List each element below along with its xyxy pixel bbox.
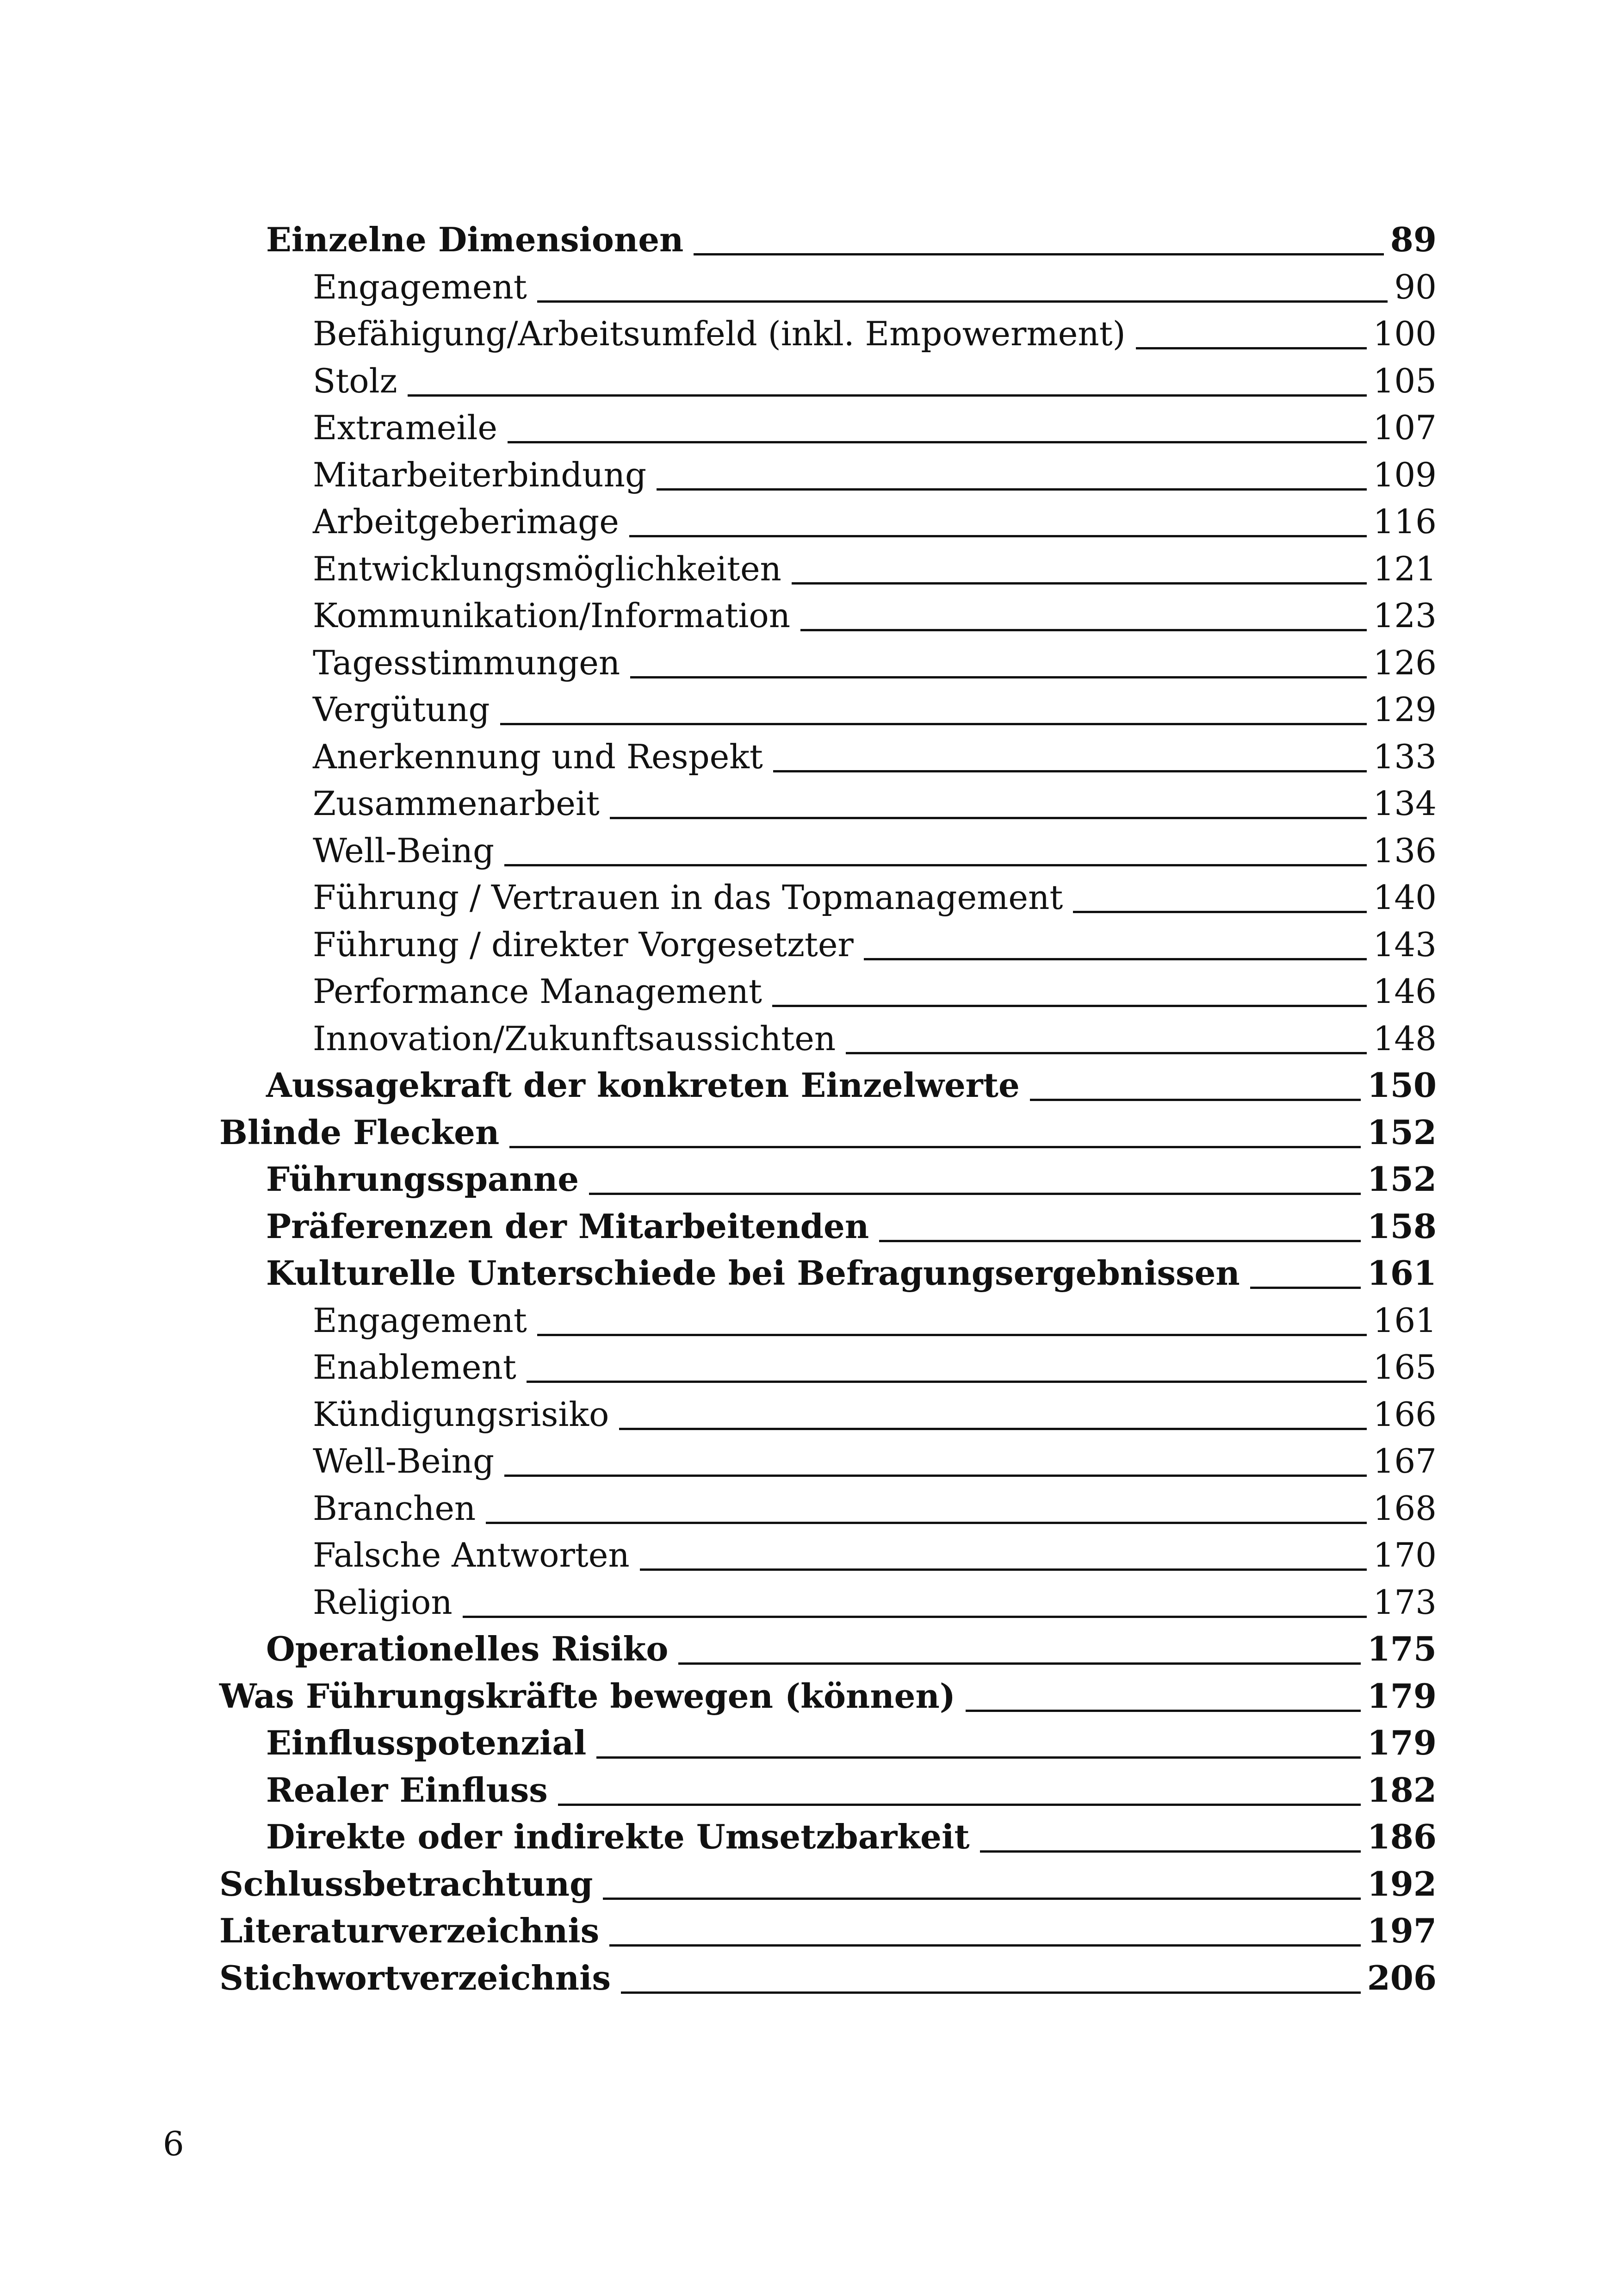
toc-entry-title: Führung / Vertrauen in das Topmanagement (313, 878, 1063, 917)
toc-leader-line (792, 582, 1367, 585)
toc-entry-page: 129 (1373, 690, 1437, 729)
toc-entry-title: Einflusspotenzial (266, 1723, 587, 1762)
toc-entry-page: 152 (1367, 1159, 1437, 1199)
toc-entry[interactable] (313, 686, 1437, 733)
toc-leader-line (879, 1240, 1361, 1242)
toc-leader-line (629, 535, 1367, 537)
toc-entry-title: Enablement (313, 1348, 516, 1387)
toc-entry-page: 173 (1373, 1583, 1437, 1622)
toc-entry[interactable] (313, 404, 1437, 451)
toc-entry-page: 109 (1373, 455, 1437, 494)
toc-entry[interactable] (313, 640, 1437, 686)
toc-entry-page: 192 (1367, 1864, 1437, 1904)
toc-entry-title: Führung / direkter Vorgesetzter (313, 925, 854, 964)
toc-entry-title: Stolz (313, 361, 397, 400)
toc-leader-line (508, 441, 1367, 443)
toc-entry[interactable] (219, 1861, 1437, 1907)
toc-entry[interactable] (313, 874, 1437, 921)
toc-entry-page: 175 (1367, 1629, 1437, 1668)
toc-entry-page: 161 (1373, 1301, 1437, 1340)
toc-entry-page: 140 (1373, 878, 1437, 917)
toc-leader-line (500, 723, 1367, 725)
toc-entry-page: 136 (1373, 831, 1437, 870)
toc-entry-page: 143 (1373, 925, 1437, 964)
toc-entry[interactable] (313, 828, 1437, 874)
toc-entry[interactable] (313, 452, 1437, 498)
toc-entry[interactable] (313, 1391, 1437, 1437)
toc-entry-title: Aussagekraft der konkreten Einzelwerte (266, 1065, 1020, 1105)
toc-leader-line (1030, 1099, 1361, 1101)
toc-entry-page: 89 (1390, 220, 1437, 259)
toc-entry-title: Direkte oder indirekte Umsetzbarkeit (266, 1817, 970, 1856)
toc-entry[interactable] (219, 1673, 1437, 1719)
toc-entry-title: Extrameile (313, 408, 497, 447)
toc-leader-line (619, 1428, 1366, 1430)
toc-entry[interactable] (313, 1344, 1437, 1390)
toc-entry-page: 90 (1394, 268, 1437, 306)
toc-leader-line (504, 864, 1366, 866)
toc-entry-title: Schlussbetrachtung (219, 1864, 593, 1904)
toc-leader-line (980, 1850, 1361, 1853)
toc-entry-title: Blinde Flecken (219, 1113, 500, 1152)
toc-entry[interactable] (266, 1814, 1437, 1860)
toc-entry-page: 152 (1367, 1113, 1437, 1152)
toc-entry[interactable] (266, 1626, 1437, 1672)
toc-entry-page: 197 (1367, 1911, 1437, 1950)
toc-entry-page: 161 (1367, 1253, 1437, 1293)
toc-entry[interactable] (313, 546, 1437, 592)
toc-entry-title: Falsche Antworten (313, 1536, 630, 1574)
toc-leader-line (1073, 911, 1366, 913)
toc-entry-page: 123 (1373, 596, 1437, 635)
toc-entry[interactable] (266, 217, 1437, 263)
toc-entry-page: 179 (1367, 1723, 1437, 1762)
toc-leader-line (864, 958, 1367, 960)
toc-leader-line (596, 1756, 1360, 1759)
toc-entry[interactable] (266, 1203, 1437, 1250)
toc-entry-page: 148 (1373, 1019, 1437, 1058)
toc-entry-page: 206 (1367, 1958, 1437, 1997)
toc-entry-page: 126 (1373, 643, 1437, 682)
toc-entry[interactable] (219, 1955, 1437, 2001)
toc-entry-page: 134 (1373, 784, 1437, 823)
toc-entry-page: 146 (1373, 972, 1437, 1011)
toc-leader-line (678, 1662, 1360, 1665)
toc-leader-line (486, 1522, 1366, 1524)
page-number: 6 (163, 2124, 184, 2163)
toc-entry-title: Einzelne Dimensionen (266, 220, 684, 259)
toc-entry-title: Well-Being (313, 831, 495, 870)
toc-entry[interactable] (313, 734, 1437, 780)
toc-entry-page: 116 (1373, 502, 1437, 541)
toc-leader-line (966, 1710, 1361, 1712)
toc-leader-line (509, 1146, 1360, 1148)
toc-entry-title: Arbeitgeberimage (313, 502, 619, 541)
toc-entry-title: Religion (313, 1583, 453, 1622)
toc-entry[interactable] (313, 264, 1437, 310)
toc-entry-title: Literaturverzeichnis (219, 1911, 600, 1950)
toc-entry[interactable] (313, 968, 1437, 1014)
toc-entry[interactable] (313, 358, 1437, 404)
toc-entry[interactable] (313, 1579, 1437, 1625)
toc-entry-title: Vergütung (313, 690, 490, 729)
toc-leader-line (694, 253, 1383, 255)
toc-entry-page: 121 (1373, 549, 1437, 588)
toc-entry-title: Engagement (313, 268, 527, 306)
toc-entry[interactable] (313, 592, 1437, 639)
toc-entry-title: Tagesstimmungen (313, 643, 620, 682)
toc-leader-line (537, 1334, 1367, 1336)
toc-entry-page: 179 (1367, 1676, 1437, 1716)
toc-leader-line (609, 1944, 1360, 1947)
toc-leader-line (772, 1005, 1367, 1007)
toc-entry-page: 107 (1373, 408, 1437, 447)
toc-leader-line (1250, 1287, 1361, 1289)
toc-leader-line (773, 770, 1367, 772)
toc-entry[interactable] (266, 1250, 1437, 1296)
toc-entry-title: Innovation/Zukunftsaussichten (313, 1019, 836, 1058)
toc-entry-title: Operationelles Risiko (266, 1629, 669, 1668)
toc-leader-line (846, 1052, 1366, 1054)
toc-entry-title: Anerkennung und Respekt (313, 737, 763, 776)
toc-entry-title: Performance Management (313, 972, 762, 1011)
toc-entry-page: 168 (1373, 1489, 1437, 1528)
toc-entry-page: 166 (1373, 1395, 1437, 1434)
toc-leader-line (603, 1898, 1360, 1900)
toc-entry-page: 186 (1367, 1817, 1437, 1856)
toc-leader-line (537, 300, 1388, 303)
toc-leader-line (640, 1568, 1367, 1571)
toc-entry-title: Kommunikation/Information (313, 596, 791, 635)
toc-leader-line (527, 1381, 1367, 1383)
toc-entry[interactable] (313, 498, 1437, 545)
toc-entry-page: 165 (1373, 1348, 1437, 1387)
toc-entry[interactable] (313, 311, 1437, 357)
toc-entry-page: 167 (1373, 1442, 1437, 1481)
toc-entry[interactable] (266, 1062, 1437, 1108)
toc-entry-title: Entwicklungsmöglichkeiten (313, 549, 781, 588)
toc-entry-page: 100 (1373, 314, 1437, 353)
toc-entry-title: Kulturelle Unterschiede bei Befragungsergebnissen (266, 1253, 1240, 1293)
toc-leader-line (621, 1991, 1361, 1994)
toc-entry[interactable] (313, 1532, 1437, 1578)
toc-entry-title: Führungsspanne (266, 1159, 579, 1199)
toc-entry[interactable] (266, 1156, 1437, 1202)
toc-leader-line (408, 394, 1367, 397)
toc-entry-title: Well-Being (313, 1442, 495, 1481)
toc-entry[interactable] (266, 1720, 1437, 1766)
toc-leader-line (657, 488, 1366, 491)
toc-entry-title: Realer Einfluss (266, 1770, 548, 1810)
toc-entry[interactable] (313, 921, 1437, 968)
toc-leader-line (504, 1475, 1366, 1477)
toc-entry-title: Befähigung/Arbeitsumfeld (inkl. Empowerment) (313, 314, 1126, 353)
toc-entry-title: Mitarbeiterbindung (313, 455, 647, 494)
toc-entry[interactable] (313, 780, 1437, 827)
toc-entry[interactable] (313, 1485, 1437, 1531)
toc-leader-line (589, 1193, 1361, 1195)
toc-leader-line (800, 629, 1366, 631)
toc-leader-line (558, 1804, 1361, 1806)
toc-entry-page: 150 (1367, 1065, 1437, 1105)
toc-entry[interactable] (313, 1015, 1437, 1062)
toc-entry-title: Was Führungskräfte bewegen (können) (219, 1676, 955, 1716)
toc-leader-line (1136, 347, 1367, 349)
toc-entry-page: 182 (1367, 1770, 1437, 1810)
toc-entry-page: 170 (1373, 1536, 1437, 1574)
toc-entry-page: 133 (1373, 737, 1437, 776)
toc-entry[interactable] (266, 1767, 1437, 1813)
toc-entry-title: Präferenzen der Mitarbeitenden (266, 1207, 869, 1246)
toc-entry-title: Engagement (313, 1301, 527, 1340)
toc-leader-line (630, 676, 1366, 678)
toc-entry-title: Kündigungsrisiko (313, 1395, 609, 1434)
toc-entry-page: 158 (1367, 1207, 1437, 1246)
toc-leader-line (610, 817, 1367, 819)
toc-entry-title: Branchen (313, 1489, 476, 1528)
toc-entry[interactable] (219, 1109, 1437, 1156)
toc-entry[interactable] (313, 1438, 1437, 1484)
toc-entry-title: Zusammenarbeit (313, 784, 600, 823)
toc-entry-title: Stichwortverzeichnis (219, 1958, 611, 1997)
toc-entry[interactable] (219, 1908, 1437, 1954)
toc-leader-line (463, 1616, 1367, 1618)
toc-entry-page: 105 (1373, 361, 1437, 400)
toc-entry[interactable] (313, 1297, 1437, 1344)
